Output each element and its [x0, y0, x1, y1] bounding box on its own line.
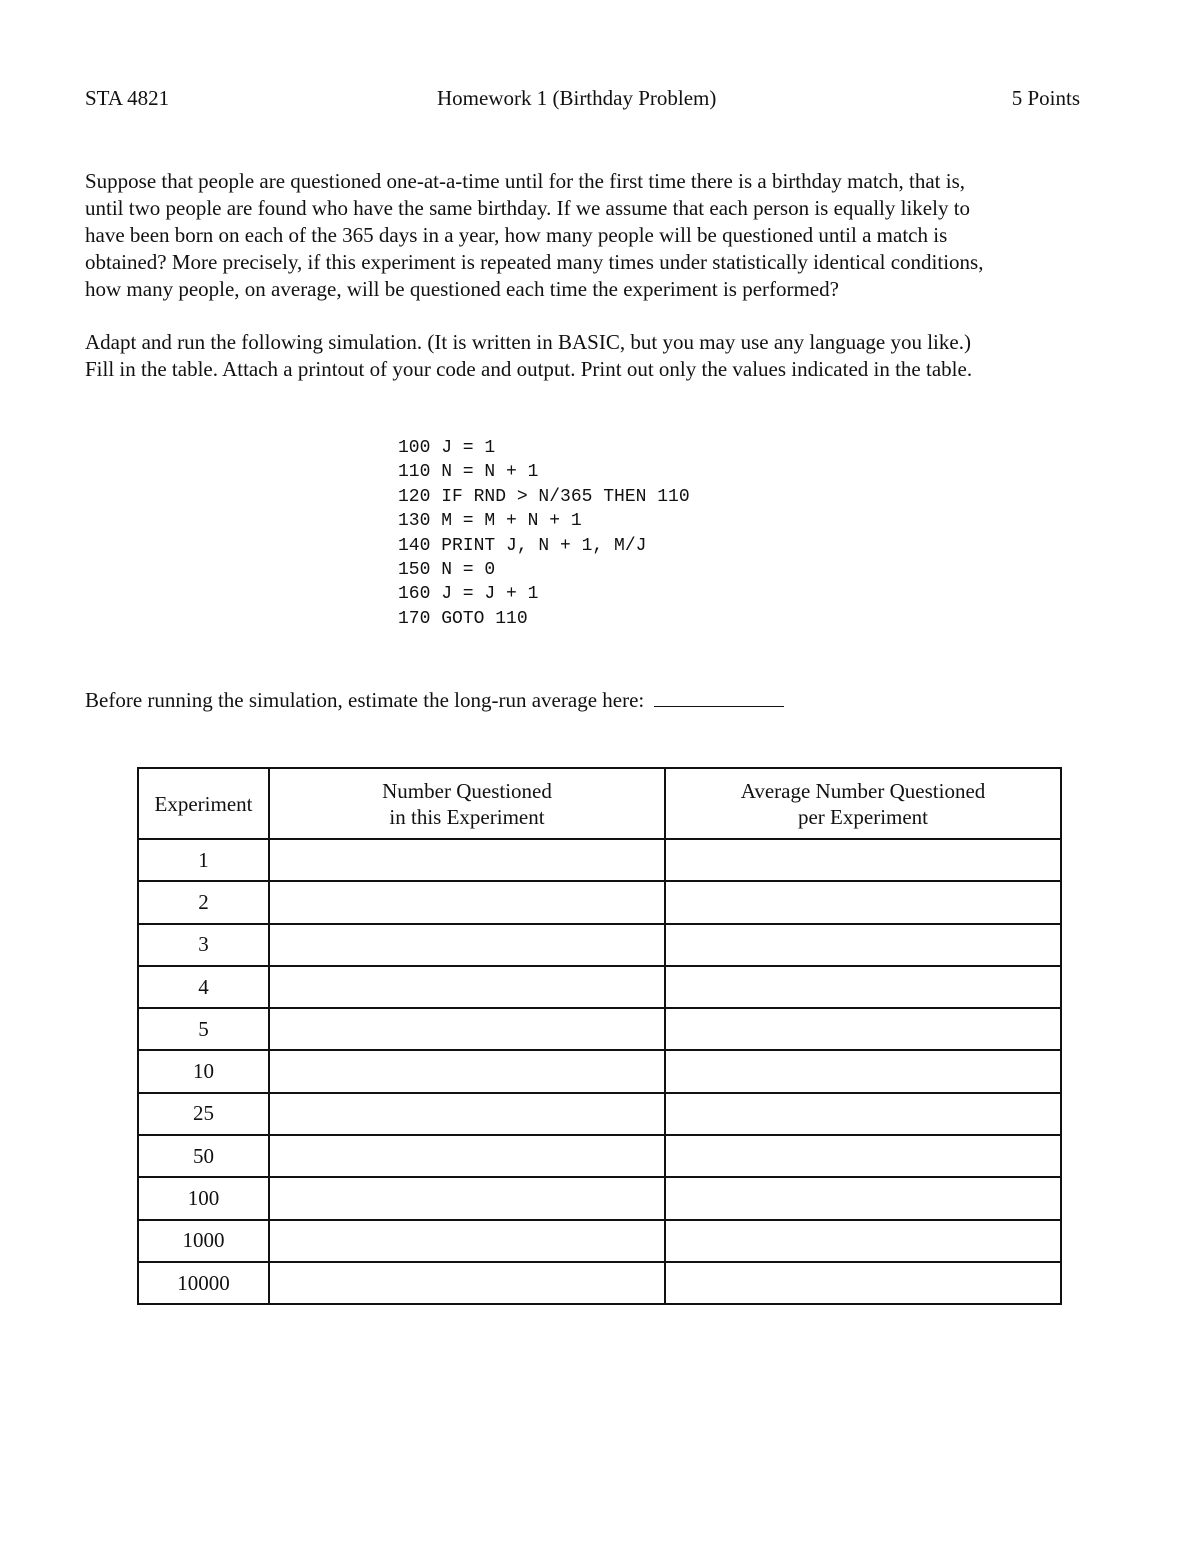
header-average-questioned: Average Number Questioned per Experiment	[665, 768, 1061, 839]
results-table	[137, 767, 1062, 1305]
average-questioned-cell[interactable]	[665, 1008, 1061, 1050]
table-row	[138, 881, 1061, 923]
table-row	[138, 1093, 1061, 1135]
number-questioned-cell[interactable]	[269, 839, 665, 881]
page-header	[85, 86, 1080, 116]
number-questioned-cell[interactable]	[269, 1262, 665, 1304]
table-row	[138, 1008, 1061, 1050]
table-row	[138, 1050, 1061, 1092]
table-row	[138, 924, 1061, 966]
header-experiment: Experiment	[138, 768, 269, 839]
code-line: 120 IF RND > N/365 THEN 110	[398, 486, 690, 507]
table-row	[138, 1220, 1061, 1262]
experiment-number: 4	[138, 966, 269, 1008]
experiment-number: 2	[138, 881, 269, 923]
experiment-number: 25	[138, 1093, 269, 1135]
number-questioned-cell[interactable]	[269, 1050, 665, 1092]
instructions	[85, 329, 1115, 383]
table-row	[138, 839, 1061, 881]
average-questioned-cell[interactable]	[665, 966, 1061, 1008]
experiment-number: 10	[138, 1050, 269, 1092]
experiment-number: 50	[138, 1135, 269, 1177]
instruction-line: Adapt and run the following simulation. (It is written in BASIC, but you may use any language you like.)	[85, 330, 971, 354]
code-line: 140 PRINT J, N + 1, M/J	[398, 535, 647, 556]
average-questioned-cell[interactable]	[665, 1177, 1061, 1219]
experiment-number: 10000	[138, 1262, 269, 1304]
number-questioned-cell[interactable]	[269, 1135, 665, 1177]
basic-code-listing	[398, 436, 690, 631]
average-questioned-cell[interactable]	[665, 1135, 1061, 1177]
code-line: 130 M = M + N + 1	[398, 511, 582, 532]
course-code: STA 4821	[85, 86, 170, 110]
header-number-questioned: Number Questioned in this Experiment	[269, 768, 665, 839]
estimate-prompt-text: Before running the simulation, estimate the long-run average here:	[85, 688, 645, 712]
description-line: obtained? More precisely, if this experiment is repeated many times under statistically identical conditions,	[85, 250, 984, 274]
experiment-number: 100	[138, 1177, 269, 1219]
estimate-prompt	[85, 688, 784, 713]
assignment-title: Homework 1 (Birthday Problem)	[437, 86, 717, 110]
table-row	[138, 966, 1061, 1008]
number-questioned-cell[interactable]	[269, 881, 665, 923]
points-value: 5 Points	[1011, 86, 1080, 110]
experiment-number: 1	[138, 839, 269, 881]
code-line: 100 J = 1	[398, 438, 496, 458]
description-line: until two people are found who have the same birthday. If we assume that each person is equally likely to	[85, 196, 971, 220]
number-questioned-cell[interactable]	[269, 1177, 665, 1219]
number-questioned-cell[interactable]	[269, 966, 665, 1008]
description-line: have been born on each of the 365 days in a year, how many people will be questioned until a match is	[85, 223, 948, 247]
number-questioned-cell[interactable]	[269, 1220, 665, 1262]
experiment-number: 1000	[138, 1220, 269, 1262]
code-line: 110 N = N + 1	[398, 462, 539, 483]
number-questioned-cell[interactable]	[269, 1008, 665, 1050]
instruction-line: Fill in the table. Attach a printout of your code and output. Print out only the values indicated in the table.	[85, 357, 973, 381]
average-questioned-cell[interactable]	[665, 924, 1061, 966]
average-questioned-cell[interactable]	[665, 1220, 1061, 1262]
description-line: Suppose that people are questioned one-at-a-time until for the first time there is a birthday match, that is,	[85, 169, 965, 193]
code-line: 150 N = 0	[398, 560, 496, 581]
table-row	[138, 1135, 1061, 1177]
code-line: 170 GOTO 110	[398, 608, 528, 629]
average-questioned-cell[interactable]	[665, 1093, 1061, 1135]
experiment-number: 3	[138, 924, 269, 966]
average-questioned-cell[interactable]	[665, 1262, 1061, 1304]
code-line: 160 J = J + 1	[398, 584, 539, 605]
estimate-blank-line[interactable]	[654, 688, 784, 707]
experiment-number: 5	[138, 1008, 269, 1050]
table-header-row	[138, 768, 1061, 839]
table-row	[138, 1262, 1061, 1304]
average-questioned-cell[interactable]	[665, 839, 1061, 881]
description-line: how many people, on average, will be questioned each time the experiment is performed?	[85, 277, 839, 301]
number-questioned-cell[interactable]	[269, 924, 665, 966]
number-questioned-cell[interactable]	[269, 1093, 665, 1135]
problem-description	[85, 168, 1115, 303]
average-questioned-cell[interactable]	[665, 1050, 1061, 1092]
average-questioned-cell[interactable]	[665, 881, 1061, 923]
table-row	[138, 1177, 1061, 1219]
